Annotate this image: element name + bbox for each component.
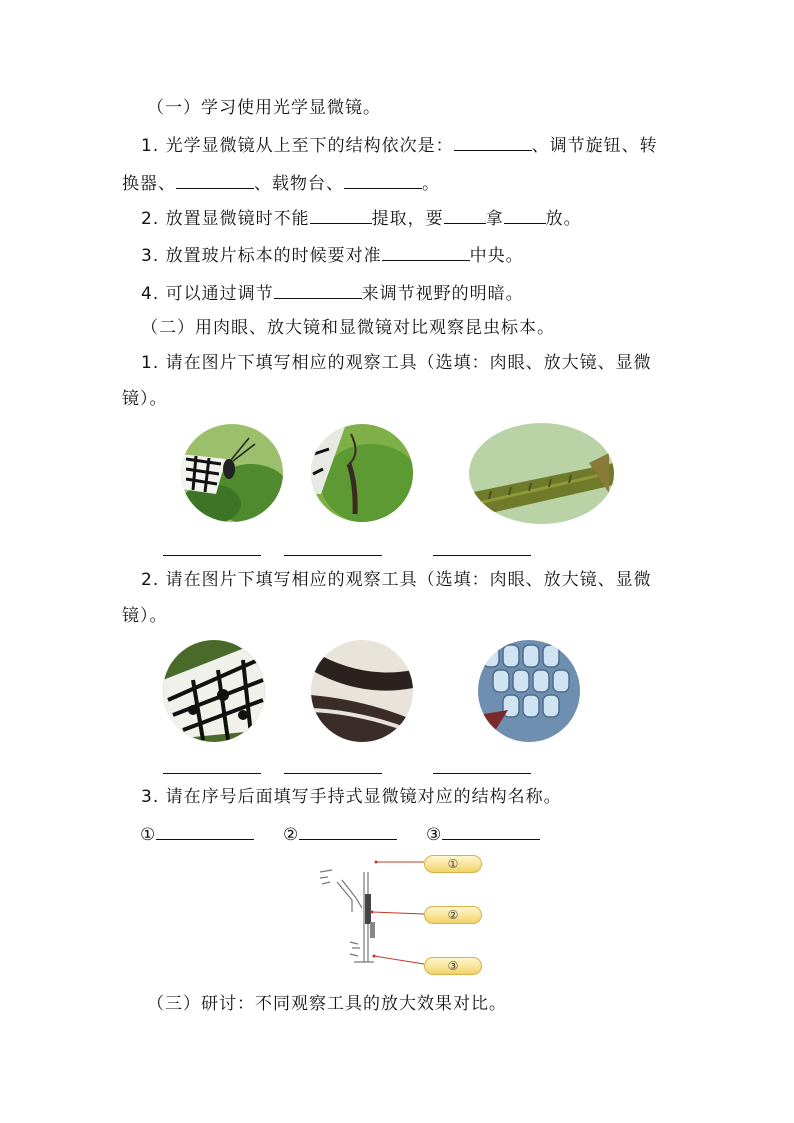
answer-blank[interactable] [156, 823, 254, 840]
answer-blank[interactable] [299, 823, 397, 840]
answer-blank[interactable] [176, 172, 254, 189]
answer-blank[interactable] [274, 282, 362, 299]
question-2-3 [141, 786, 562, 808]
section1-title: （一）学习使用光学显微镜。 [147, 98, 381, 118]
wing-scales-microscope-image [478, 640, 580, 742]
answer-line[interactable] [433, 555, 531, 556]
answer-blank[interactable] [444, 207, 486, 224]
question-text: 换器、 [122, 174, 176, 194]
label-2-answer [283, 823, 397, 846]
answer-line[interactable] [284, 773, 382, 774]
question-text: 、调节旋钮、转 [531, 136, 658, 156]
question-1-1-cont [122, 172, 440, 195]
question-text: 可以通过调节 [165, 284, 274, 304]
question-1-4 [141, 282, 524, 305]
callout-2: ② [424, 906, 482, 924]
question-number: 3. [141, 246, 160, 266]
wing-eye-image [163, 640, 265, 742]
answer-blank[interactable] [310, 207, 372, 224]
caterpillar-magnifier-image [311, 424, 413, 522]
butterfly-eye-image [181, 424, 283, 522]
question-text: 光学显微镜从上至下的结构依次是： [165, 136, 454, 156]
question-text: 。 [422, 174, 440, 194]
callout-3: ③ [424, 957, 482, 975]
question-text: 请在图片下填写相应的观察工具（选填：肉眼、放大镜、显微 [165, 353, 652, 373]
question-text: 、载物台、 [254, 174, 344, 194]
question-text: 来调节视野的明暗。 [361, 284, 524, 304]
question-text: 请在图片下填写相应的观察工具（选填：肉眼、放大镜、显微 [165, 570, 652, 590]
question-text: 放置显微镜时不能 [165, 209, 310, 229]
question-number: 2. [141, 209, 160, 229]
answer-line[interactable] [284, 555, 382, 556]
answer-blank[interactable] [442, 823, 540, 840]
answer-line[interactable] [163, 555, 261, 556]
question-number: 3. [141, 787, 160, 807]
answer-line[interactable] [163, 773, 261, 774]
question-text: 中央。 [469, 246, 524, 266]
section3-title: （三）研讨：不同观察工具的放大效果对比。 [147, 994, 507, 1014]
question-number: 2. [141, 570, 160, 590]
wing-magnifier-image [311, 640, 413, 742]
question-2-2 [141, 569, 652, 591]
leg-microscope-image [469, 423, 614, 524]
answer-blank[interactable] [344, 172, 422, 189]
question-1-2 [141, 207, 582, 230]
callout-1: ① [424, 855, 482, 873]
question-2-1-cont: 镜）。 [122, 389, 168, 409]
answer-line[interactable] [433, 773, 531, 774]
question-number: 1. [141, 136, 160, 156]
question-number: 1. [141, 353, 160, 373]
question-text: 拿 [485, 209, 504, 229]
label-number: ③ [426, 825, 443, 845]
answer-blank[interactable] [504, 207, 546, 224]
question-2-1 [141, 352, 652, 374]
label-number: ② [283, 825, 300, 845]
label-number: ① [140, 825, 157, 845]
answer-blank[interactable] [454, 134, 532, 151]
label-1-answer [140, 823, 254, 846]
question-number: 4. [141, 284, 160, 304]
question-text: 放置玻片标本的时候要对准 [165, 246, 382, 266]
question-1-3 [141, 244, 524, 267]
question-text: 请在序号后面填写手持式显微镜对应的结构名称。 [165, 787, 562, 807]
answer-blank[interactable] [382, 244, 470, 261]
question-2-2-cont: 镜）。 [122, 606, 168, 626]
label-3-answer [426, 823, 540, 846]
section2-title: （二）用肉眼、放大镜和显微镜对比观察昆虫标本。 [141, 318, 555, 338]
question-text: 放。 [545, 209, 582, 229]
question-1-1 [141, 134, 658, 157]
question-text: 提取，要 [371, 209, 444, 229]
